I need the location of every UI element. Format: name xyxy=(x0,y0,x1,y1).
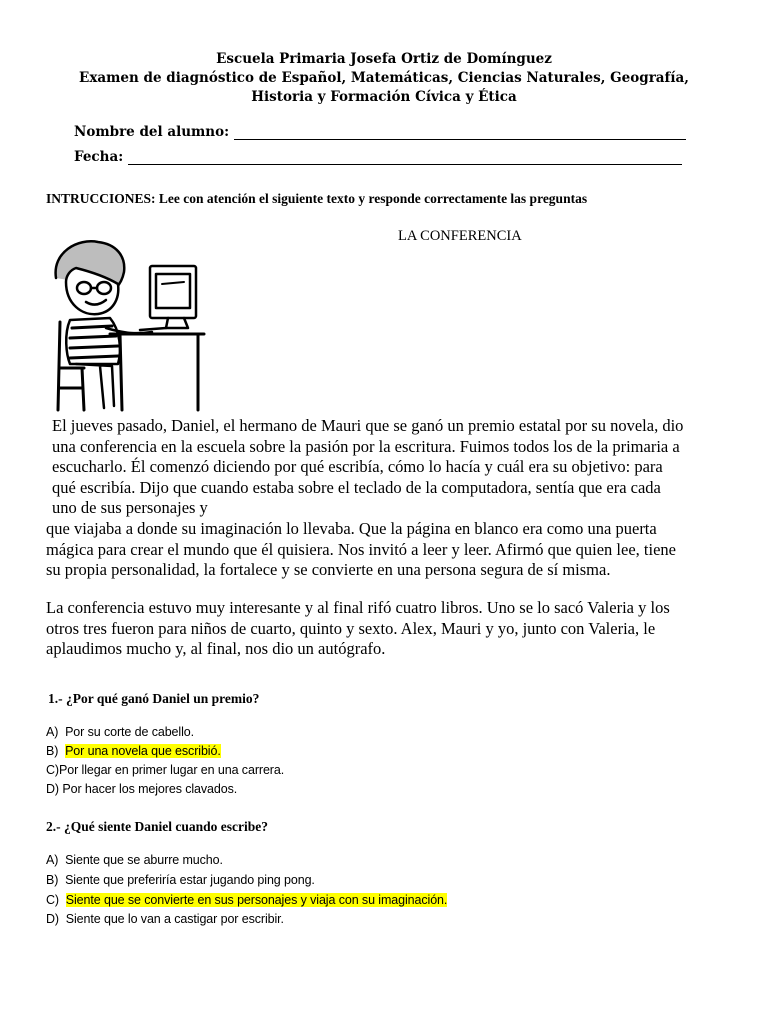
reading-paragraph-2 xyxy=(46,598,724,660)
highlighted-answer: Siente que se convierte en sus personajes y viaja con su imaginación. xyxy=(65,893,448,907)
question-1-option-c[interactable] xyxy=(46,763,284,777)
question-2-option-b[interactable] xyxy=(46,873,315,887)
paragraph-line: otros tres fueron para niños de cuarto, quinto y sexto. Alex, Mauri y yo, junto con Valeria, le xyxy=(46,618,656,638)
question-1-option-a[interactable] xyxy=(46,725,194,739)
paragraph-line: que viajaba a donde su imaginación lo llevaba. Que la página en blanco era como una puerta xyxy=(46,519,657,538)
highlighted-answer: Por una novela que escribió. xyxy=(65,744,221,758)
option-text: Siente que preferiría estar jugando ping pong. xyxy=(65,873,315,887)
date-blank xyxy=(128,150,682,165)
student-name-field xyxy=(74,124,686,140)
child-at-computer-icon xyxy=(48,238,208,419)
paragraph-line: qué escribía. Dijo que cuando estaba sobre el teclado de la computadora, sentía que era cada xyxy=(52,477,661,497)
reading-paragraph-1-wrapped xyxy=(52,416,722,519)
paragraph-line: su propia personalidad, la fortalece y se convierte en una persona segura de sí misma. xyxy=(46,560,611,579)
question-1-option-b[interactable] xyxy=(46,744,221,758)
paragraph-line: La conferencia estuvo muy interesante y al final rifó cuatro libros. Uno se lo sacó Valeria y los xyxy=(46,598,670,617)
paragraph-line: El jueves pasado, Daniel, el hermano de Mauri que se ganó un premio estatal por su novela, dio xyxy=(52,416,684,435)
question-1-option-d[interactable] xyxy=(46,782,237,796)
reading-title: LA CONFERENCIA xyxy=(398,228,522,244)
instructions: INTRUCCIONES: Lee con atención el siguiente texto y responde correctamente las preguntas xyxy=(46,191,588,206)
date-field xyxy=(74,149,682,165)
option-text: Siente que lo van a castigar por escribir. xyxy=(65,912,284,926)
paragraph-line: escucharlo. Él comenzó diciendo por qué escribía, cómo lo hacía y cuál era su objetivo: para xyxy=(52,457,663,476)
option-letter: B) xyxy=(46,744,59,758)
reading-paragraph-1-continued xyxy=(46,519,724,581)
question-2-option-a[interactable] xyxy=(46,853,223,867)
option-text: Siente que se aburre mucho. xyxy=(65,853,223,867)
option-text: Por hacer los mejores clavados. xyxy=(62,782,238,796)
option-letter: C) xyxy=(46,763,59,777)
question-2: 2.- ¿Qué siente Daniel cuando escribe? xyxy=(46,819,268,834)
exam-title-line-1: Examen de diagnóstico de Español, Matemáticas, Ciencias Naturales, Geografía, xyxy=(79,70,689,86)
paragraph-line: uno de sus personajes y xyxy=(52,498,208,517)
option-letter: D) xyxy=(46,782,59,796)
option-letter: A) xyxy=(46,853,59,867)
option-letter: B) xyxy=(46,873,59,887)
paragraph-line: una conferencia en la escuela sobre la pasión por la escritura. Fuimos todos los de la primaria a xyxy=(52,436,680,456)
question-2-option-c[interactable] xyxy=(46,893,447,907)
option-text: Por llegar en primer lugar en una carrera. xyxy=(59,763,285,777)
paragraph-line: mágica para crear el mundo que él quisiera. Nos invitó a leer y leer. Afirmó que quien lee, tiene xyxy=(46,539,676,559)
student-name-label: Nombre del alumno: xyxy=(74,124,230,140)
option-letter: A) xyxy=(46,725,59,739)
option-text: Por su corte de cabello. xyxy=(65,725,194,739)
exam-header xyxy=(0,50,768,107)
option-letter: D) xyxy=(46,912,59,926)
exam-title-line-2: Historia y Formación Cívica y Ética xyxy=(251,89,517,105)
school-name: Escuela Primaria Josefa Ortiz de Domínguez xyxy=(216,51,552,67)
student-name-blank xyxy=(234,125,686,140)
option-letter: C) xyxy=(46,893,59,907)
question-2-option-d[interactable] xyxy=(46,912,284,926)
paragraph-line: aplaudimos mucho y, al final, nos dio un autógrafo. xyxy=(46,639,386,658)
date-label: Fecha: xyxy=(74,149,124,165)
question-1: 1.- ¿Por qué ganó Daniel un premio? xyxy=(48,691,260,706)
